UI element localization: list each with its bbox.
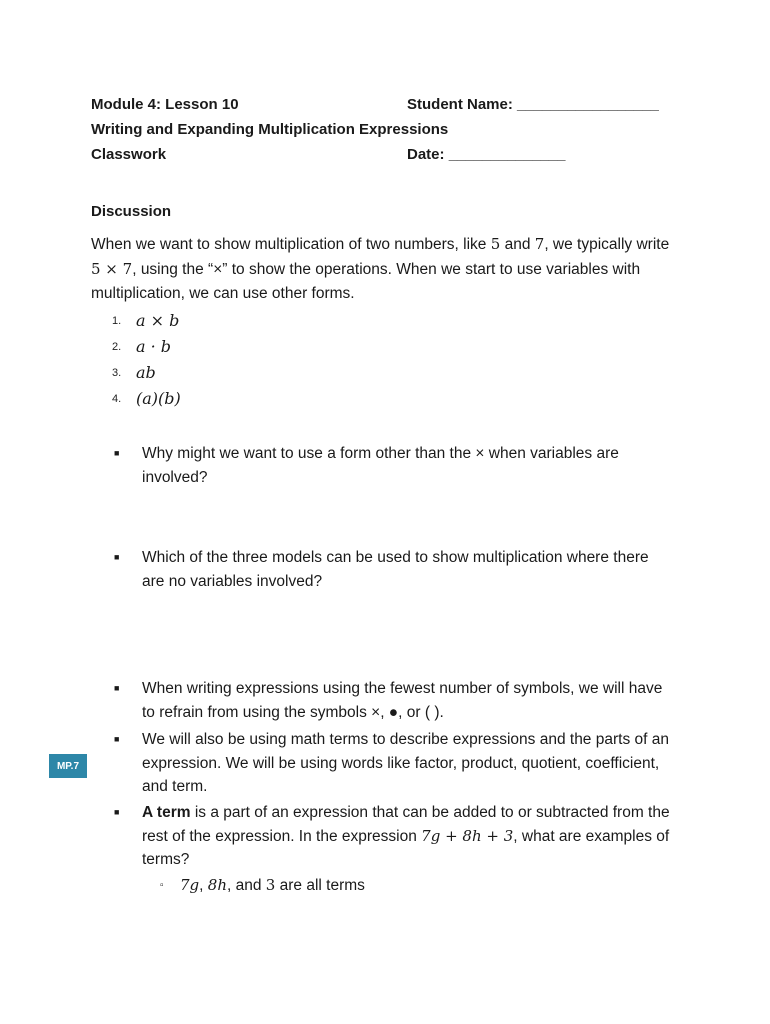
mp7-badge: MP.7	[49, 754, 87, 778]
student-name-blank: _________________	[517, 96, 659, 113]
square-bullet-icon: ■	[114, 734, 120, 744]
bullet-item	[114, 546, 674, 593]
list-number: 3.	[112, 367, 122, 379]
math-expression: 5 × 7	[91, 260, 133, 278]
math-term: 8h	[207, 876, 227, 894]
date-blank: ______________	[448, 146, 566, 163]
list-number: 1.	[112, 315, 122, 327]
bullet-text-part: , what are examples of terms?	[142, 827, 670, 868]
square-bullet-icon: ■	[114, 807, 120, 817]
bullet-text: Which of the three models can be used to show multiplication where there are no variables involved?	[142, 549, 649, 590]
math-form: ab	[136, 363, 156, 382]
square-bullet-icon: ■	[114, 448, 120, 458]
bullet-text	[142, 801, 674, 872]
list-item	[112, 334, 181, 360]
list-item	[112, 308, 181, 334]
bullet-text: We will also be using math terms to describe expressions and the parts of an expression. We will be using words like factor, product, quotient, coefficient, and term.	[142, 731, 669, 795]
bullet-text: When writing expressions using the fewest number of symbols, we will have to refrain from using the symbols ×, ●, or ( ).	[142, 680, 663, 721]
sub-bullet-text-part: ,	[199, 877, 208, 894]
term-bold: A term	[142, 804, 191, 821]
math-term: 7g	[180, 876, 200, 894]
list-number: 4.	[112, 393, 122, 405]
math-expression: 7g + 8h + 3	[421, 826, 514, 845]
paragraph-text: , using the “×” to show the operations. When we start to use variables with multiplication, we can use other forms.	[91, 261, 641, 302]
hollow-square-bullet-icon: ▫	[160, 880, 164, 891]
sub-bullet-text-part: , and	[227, 877, 266, 894]
discussion-heading: Discussion	[91, 203, 172, 220]
paragraph-text: When we want to show multiplication of two numbers, like	[91, 236, 491, 253]
student-name-field	[407, 95, 659, 115]
date-label: Date:	[407, 146, 445, 163]
bullet-text: Why might we want to use a form other than the × when variables are involved?	[142, 445, 619, 486]
section-label: Classwork	[91, 146, 167, 163]
discussion-paragraph	[91, 232, 681, 306]
square-bullet-icon: ■	[114, 683, 120, 693]
student-name-label: Student Name:	[407, 96, 513, 113]
list-number: 2.	[112, 341, 122, 353]
math-form: a · b	[136, 337, 172, 356]
lesson-title: Writing and Expanding Multiplication Expressions	[91, 121, 449, 138]
bullet-item	[114, 677, 674, 724]
bullet-item	[114, 728, 674, 799]
math-form: (a)(b)	[136, 389, 181, 408]
square-bullet-icon: ■	[114, 552, 120, 562]
list-item	[112, 386, 181, 412]
paragraph-text: and	[500, 236, 535, 253]
sub-bullet-text-part: are all terms	[275, 877, 365, 894]
date-field	[407, 145, 565, 165]
math-term: 3	[265, 876, 276, 894]
bullet-item	[114, 801, 674, 872]
sub-bullet-item	[160, 874, 365, 897]
forms-list	[112, 308, 181, 412]
list-item	[112, 360, 181, 386]
math-number: 5	[490, 235, 501, 253]
bullet-item	[114, 442, 674, 489]
math-form: a × b	[136, 311, 180, 330]
module-label: Module 4: Lesson 10	[91, 96, 239, 113]
bullet-text-part: is a part of an expression that can be added to or subtracted from the rest of the expression. In the expression	[142, 804, 670, 845]
sub-bullet-text	[180, 874, 365, 897]
paragraph-text: , we typically write	[544, 236, 670, 253]
math-number: 7	[534, 235, 545, 253]
